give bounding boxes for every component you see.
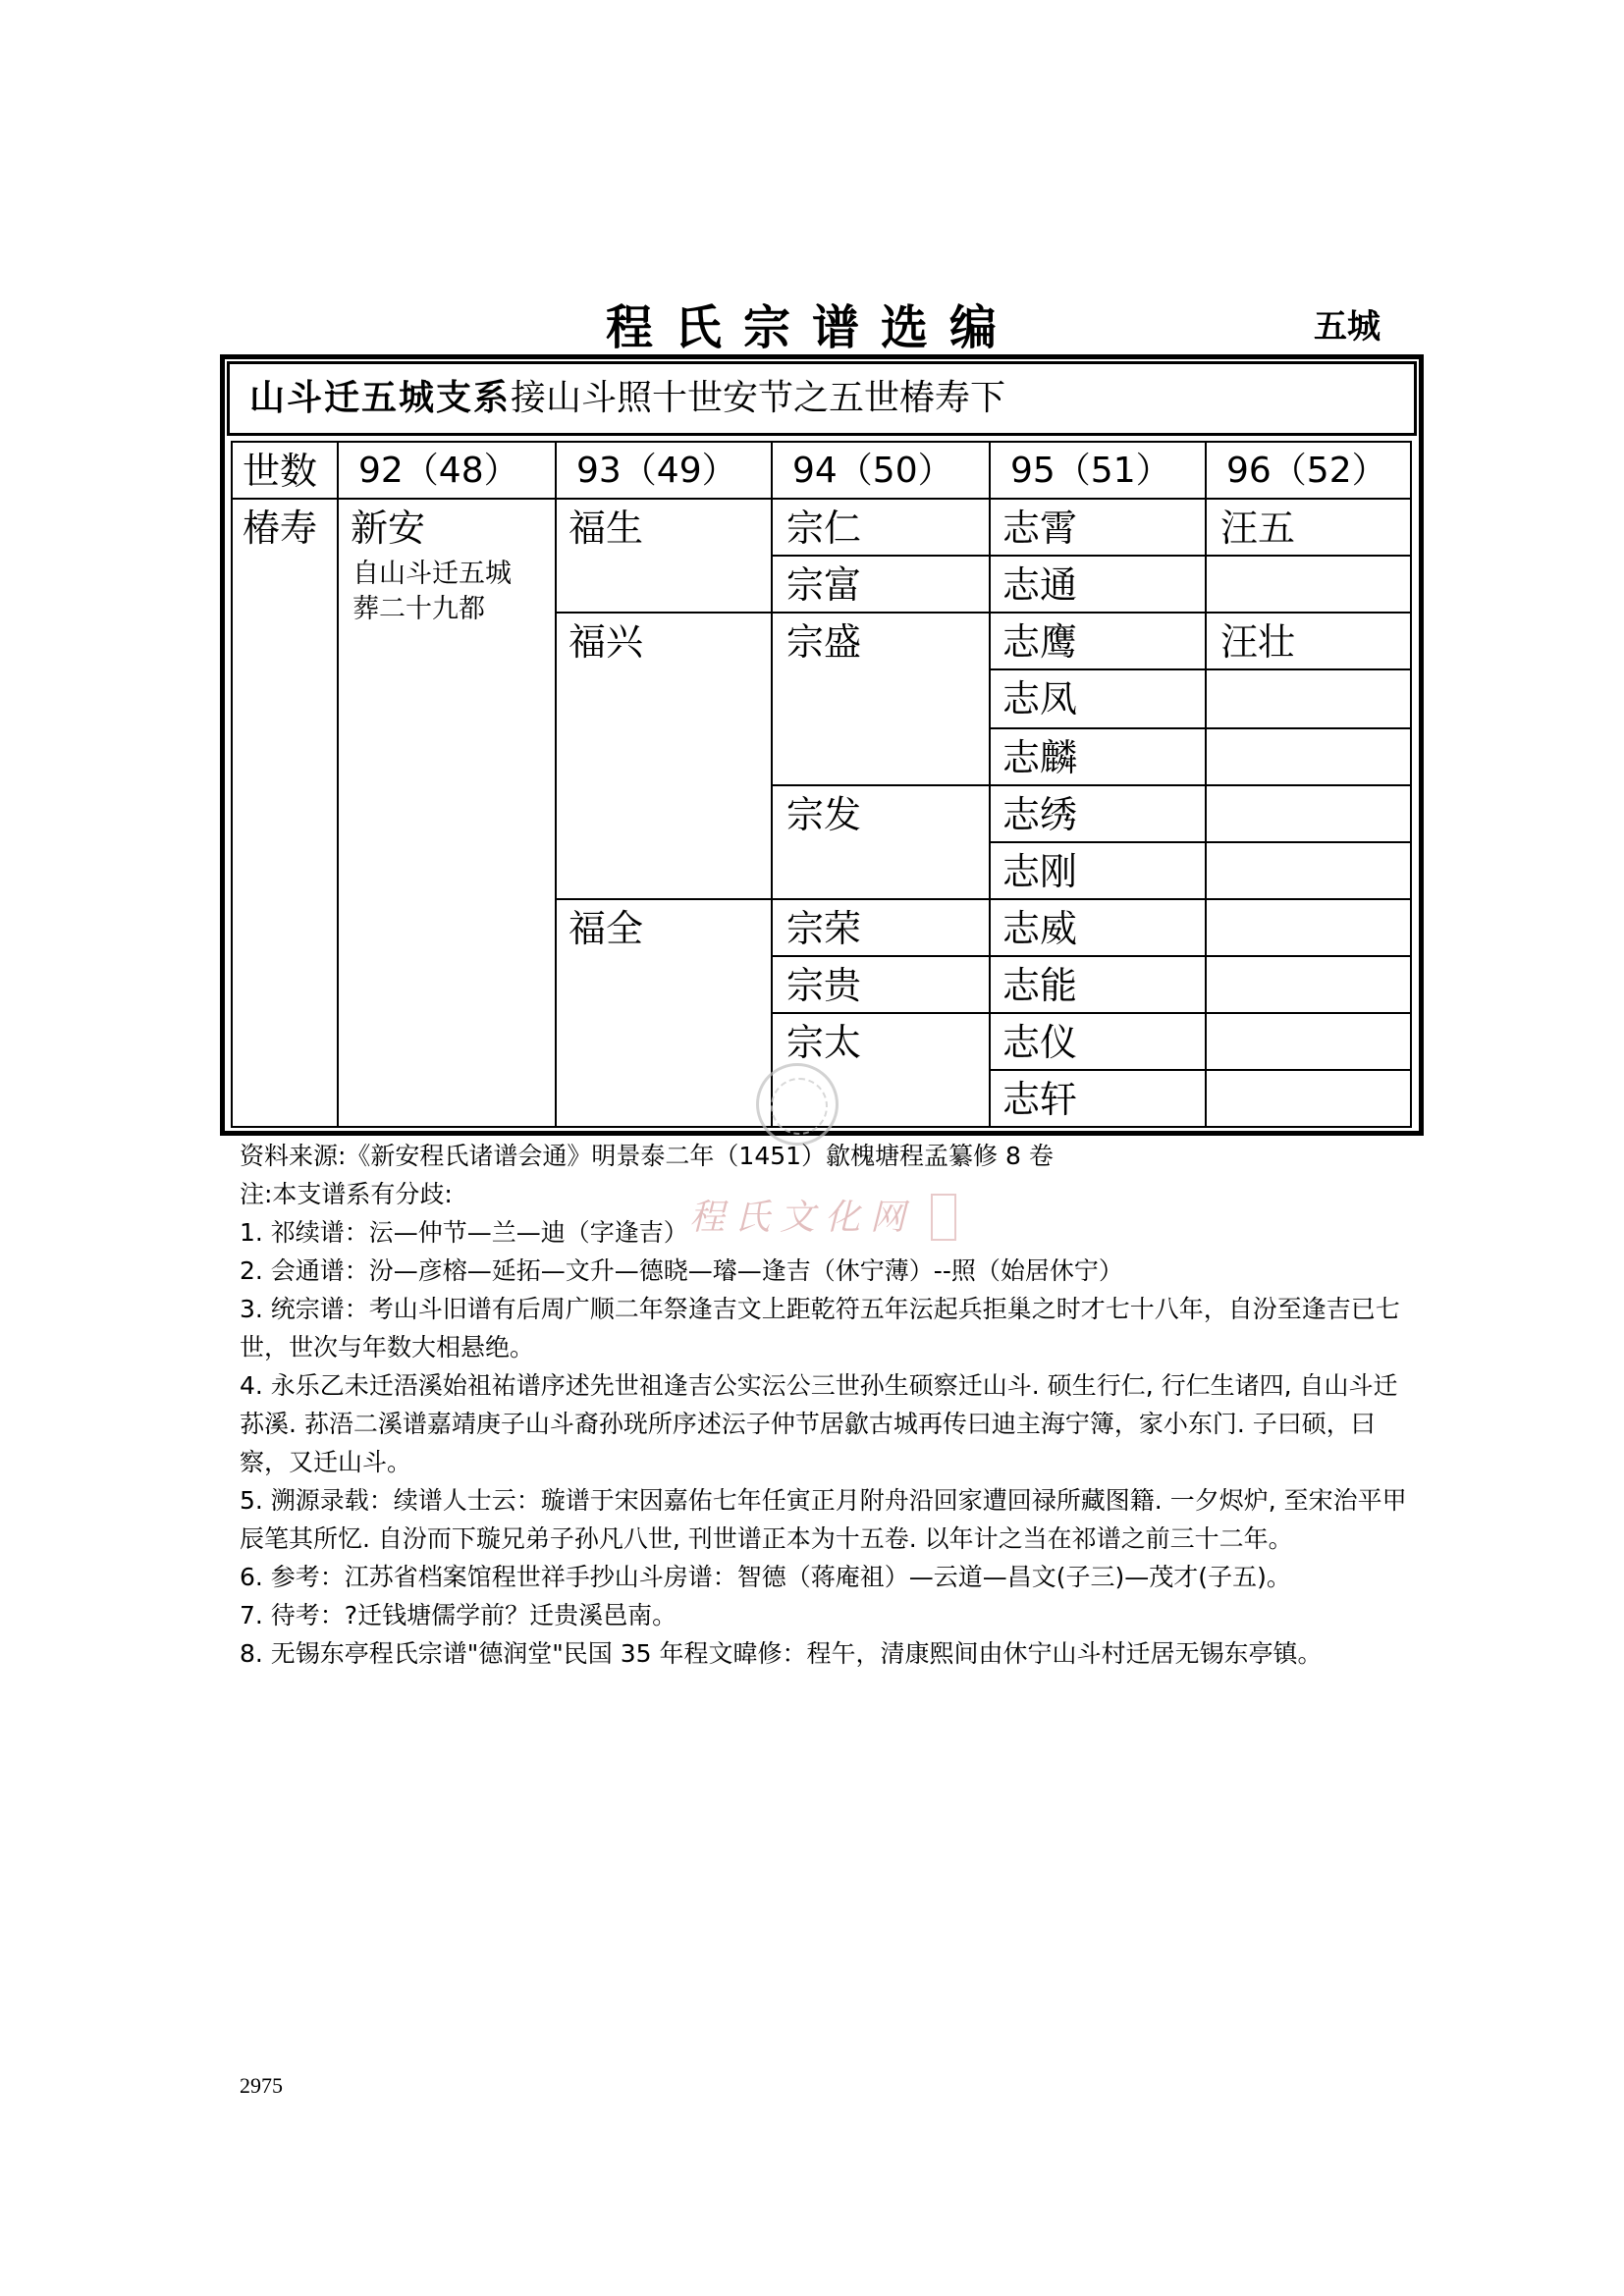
person-name: 志凤	[1002, 677, 1078, 721]
region-label: 五城	[1314, 307, 1380, 347]
person-note: 葬二十九都	[352, 594, 485, 624]
note-line: 4. 永乐乙未迁浯溪始祖祐谱序述先世祖逢吉公实沄公三世孙生硕察迁山斗. 硕生行仁, 行仁生诸四, 自山斗迁荪溪. 荪浯二溪谱嘉靖庚子山斗裔孙珖所序述沄子仲节居歙古城再传曰迪主海宁簿，家小东门. 子曰硕，曰察，又迁山斗。	[240, 1371, 1398, 1476]
branch-name: 山斗迁五城支系	[249, 378, 512, 418]
branch-banner	[227, 361, 1417, 436]
ancestor-name: 椿寿	[243, 507, 318, 550]
note-line: 注:本支谱系有分歧:	[240, 1180, 453, 1208]
person-name: 新安	[351, 507, 426, 550]
note-line: 5. 溯源录载：续谱人士云：璇谱于宋因嘉佑七年任寅正月附舟沿回家遭回禄所藏图籍. 一夕烬炉, 至宋治平甲辰笔其所忆. 自汾而下璇兄弟子孙凡八世, 刊世谱正本为十五卷. 以年计之当在祁谱之前三十二年。	[240, 1486, 1407, 1553]
person-name: 汪壮	[1220, 620, 1296, 664]
branch-subtitle: 接山斗照十世安节之五世椿寿下	[511, 378, 1006, 418]
watermark-seal-icon	[756, 1063, 839, 1146]
note-line: 8. 无锡东亭程氏宗谱"德润堂"民国 35 年程文暐修：程午，清康熙间由休宁山斗村迁居无锡东亭镇。	[240, 1639, 1323, 1668]
person-name: 福生	[568, 507, 644, 550]
person-name: 志能	[1002, 964, 1078, 1007]
person-name: 宗仁	[786, 507, 862, 550]
note-line: 6. 参考：江苏省档案馆程世祥手抄山斗房谱：智德（蒋庵祖）—云道—昌文(子三)—茂才(子五)。	[240, 1563, 1291, 1591]
note-line: 7. 待考：?迁钱塘儒学前？迁贵溪邑南。	[240, 1601, 677, 1629]
person-note: 自山斗迁五城	[352, 559, 512, 589]
person-name: 志威	[1002, 907, 1078, 950]
person-name: 宗贵	[786, 964, 862, 1007]
person-name: 福全	[568, 907, 644, 950]
note-line: 资料来源:《新安程氏诸谱会通》明景泰二年（1451）歙槐塘程孟纂修 8 卷	[240, 1142, 1054, 1170]
generation-header: 95（51）	[1010, 451, 1171, 491]
note-line: 3. 统宗谱：考山斗旧谱有后周广顺二年祭逢吉文上距乾符五年沄起兵拒巢之时才七十八年，自汾至逢吉已七世，世次与年数大相悬绝。	[240, 1295, 1400, 1362]
row-line	[771, 1012, 1410, 1014]
watermark-text: 程氏文化网	[689, 1198, 916, 1238]
generation-header: 96（52）	[1226, 451, 1387, 491]
person-name: 宗荣	[786, 907, 862, 950]
person-name: 福兴	[568, 620, 644, 664]
column-line	[337, 443, 339, 1126]
generation-corner: 世数	[243, 450, 318, 493]
page-title: 程氏宗谱选编	[605, 300, 1018, 355]
note-line: 1. 祁续谱：沄—仲节—兰—迪（字逢吉）	[240, 1218, 688, 1247]
row-line	[771, 784, 1410, 786]
person-name: 志刚	[1002, 850, 1078, 893]
column-line	[555, 443, 557, 1126]
person-name: 志轩	[1002, 1078, 1078, 1121]
person-name: 志仪	[1002, 1021, 1078, 1064]
page-number: 2975	[240, 2073, 283, 2098]
note-line: 2. 会通谱：汾—彦榕—延拓—文升—德晓—璿—逢吉（休宁薄）--照（始居休宁）	[240, 1256, 1123, 1285]
person-name: 宗盛	[786, 620, 862, 664]
person-name: 志霄	[1002, 507, 1078, 550]
generation-header: 93（49）	[576, 451, 737, 491]
person-name: 宗太	[786, 1021, 862, 1064]
row-line	[555, 898, 1410, 900]
person-name: 志通	[1002, 563, 1078, 607]
generation-header: 94（50）	[792, 451, 953, 491]
person-name: 宗发	[786, 793, 862, 836]
genealogy-table	[231, 441, 1412, 1128]
row-line	[771, 955, 1410, 957]
watermark-stamp-icon	[931, 1194, 956, 1241]
person-name: 志绣	[1002, 793, 1078, 836]
person-name: 志鹰	[1002, 620, 1078, 664]
person-name: 志麟	[1002, 736, 1078, 779]
person-name: 汪五	[1220, 507, 1296, 550]
person-name: 宗富	[786, 563, 862, 607]
row-line	[771, 555, 1410, 557]
generation-header: 92（48）	[358, 451, 519, 491]
